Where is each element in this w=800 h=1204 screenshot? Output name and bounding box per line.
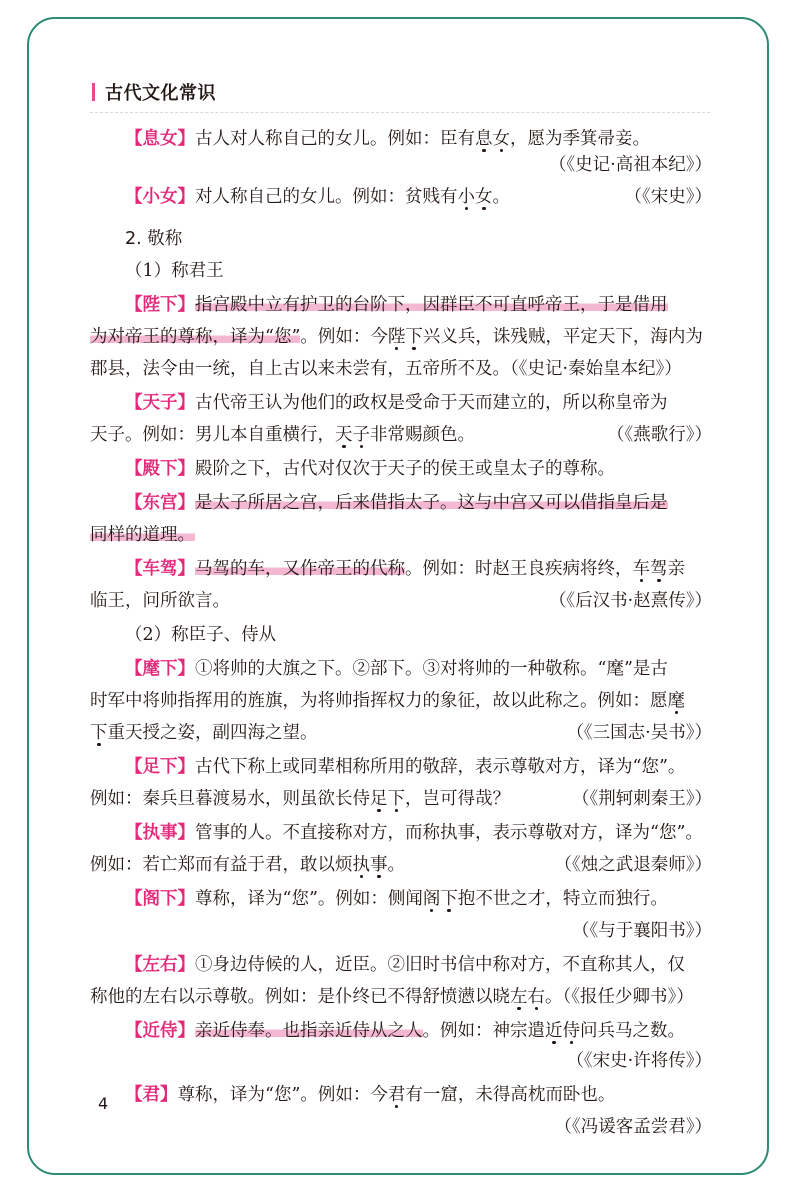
- emphasis-char: 驾: [650, 559, 668, 579]
- term-label: 【小女】: [125, 187, 195, 207]
- entry-zuxia: [90, 754, 712, 780]
- emphasis-char: 下: [405, 327, 423, 347]
- entry-text: 兴义兵，诛残贼，平定天下，海内为: [422, 327, 703, 347]
- entry-text: 。（《报任少卿书》）: [545, 987, 694, 1007]
- entry-text: 。例如：今: [300, 327, 388, 347]
- entry-donggong: [90, 490, 712, 516]
- entry-text: ①将帅的大旗之下。②部下。③对将帅的一种敬称。“麾”是古: [195, 659, 668, 679]
- entry-text: 古代下称上或同辈相称所用的敬辞，表示尊敬对方，译为“您”。: [195, 757, 686, 777]
- emphasis-char: 陛: [387, 327, 406, 347]
- entry-line: [90, 588, 712, 614]
- term-label: 【车驾】: [125, 559, 195, 579]
- entry-huixia: [90, 656, 712, 682]
- term-label: 【君】: [125, 1085, 178, 1105]
- emphasis-char: 息: [475, 129, 493, 149]
- entry-text: 。例如：时赵王良疾病将终，: [405, 559, 633, 579]
- emphasis-char: 天: [335, 425, 353, 445]
- emphasis-char: 下: [387, 789, 405, 809]
- header-accent-bar: [92, 83, 95, 101]
- highlighted-text: 亲近侍奉。也指亲近侍从之人: [195, 1021, 423, 1041]
- entry-zhishi: [90, 820, 712, 846]
- entry-text: 例如：若亡郑而有益于君，敢以烦: [90, 855, 353, 875]
- emphasis-char: 足: [370, 789, 388, 809]
- subsection-subheading: （1）称君王: [125, 261, 224, 281]
- entry-text: 有一窟，未得高枕而卧也。: [405, 1085, 616, 1105]
- section-title: 古代文化常识: [105, 83, 216, 104]
- source-citation: （《燕歌行》）: [607, 425, 712, 445]
- source-citation: （《后汉书·赵熹传》）: [548, 591, 712, 611]
- highlighted-text: 为对帝王的尊称，译为“您”: [90, 327, 301, 347]
- highlighted-text: 马驾的车，又作帝王的代称: [195, 559, 405, 579]
- emphasis-char: 车: [632, 559, 650, 579]
- entry-text: ，愿为季箕帚妾。: [510, 129, 650, 149]
- entry-text: 对人称自己的女儿。例如：贫贱有: [195, 187, 458, 207]
- emphasis-char: 近: [545, 1021, 563, 1041]
- emphasis-char: 阁: [422, 889, 441, 909]
- emphasis-char: 下: [440, 889, 458, 909]
- entry-gexia: [90, 886, 712, 912]
- term-label: 【近侍】: [125, 1021, 195, 1041]
- emphasis-char: 女: [475, 187, 493, 207]
- source-citation: （《宋史·许将传》）: [566, 1051, 712, 1071]
- entry-text: 尊称，译为“您”。例如：侧闻: [195, 889, 423, 909]
- entry-text: 称他的左右以示尊敬。例如：是仆终已不得舒愤懑以晓: [90, 987, 510, 1007]
- entry-bixia: [90, 292, 712, 318]
- source-citation: （《宋史》）: [624, 187, 712, 207]
- page-number: 4: [98, 1094, 109, 1113]
- entry-text: ，岂可得哉？: [405, 789, 510, 809]
- emphasis-char: 小: [457, 187, 475, 207]
- entry-text: ①身边侍候的人，近臣。②旧时书信中称对方，不直称其人，仅: [195, 955, 685, 975]
- section-header: [92, 80, 216, 104]
- term-label: 【陛下】: [125, 295, 195, 315]
- subsection-heading: 2. 敬称: [125, 229, 183, 249]
- entry-line: [90, 422, 712, 448]
- entry-text: 非常赐颜色。: [370, 425, 475, 445]
- emphasis-char: 侍: [562, 1021, 580, 1041]
- entry-text: 天子。例如：男儿本自重横行，: [90, 425, 335, 445]
- entry-line: 郡县，法令由一统，自上古以来未尝有，五帝所不及。（《史记·秦始皇本纪》）: [90, 359, 682, 379]
- term-label: 【左右】: [125, 955, 195, 975]
- highlighted-text: 。这与中宫又可以借指皇后是: [440, 493, 668, 513]
- source-citation: （《三国志·吴书》）: [566, 723, 712, 743]
- highlighted-text: 是太子所居之宫，后来借指太子: [195, 493, 440, 513]
- source-citation: （《烛之武退秦师》）: [554, 855, 712, 875]
- term-label: 【息女】: [125, 129, 195, 149]
- entry-line: [90, 720, 712, 746]
- entry-line: [90, 522, 712, 548]
- entry-text: 古代帝王认为他们的政权是受命于天而建立的，所以称皇帝为: [195, 393, 668, 413]
- highlighted-text: 同样的道理。: [90, 525, 195, 545]
- emphasis-char: 子: [352, 425, 370, 445]
- entry-text: 。: [492, 187, 510, 207]
- source-citation: （《荆轲刺秦王》）: [572, 789, 712, 809]
- entry-tianzi: [90, 390, 712, 416]
- emphasis-char: 下: [90, 723, 108, 743]
- source-citation: （《冯谖客孟尝君》）: [554, 1117, 712, 1137]
- term-label: 【足下】: [125, 757, 195, 777]
- emphasis-char: 执: [352, 855, 370, 875]
- term-label: 【殿下】: [125, 459, 195, 479]
- entry-text: 古人对人称自己的女儿。例如：臣有: [195, 129, 475, 149]
- entry-text: 管事的人。不直接称对方，而称执事，表示尊敬对方，译为“您”。: [195, 823, 703, 843]
- emphasis-char: 君: [387, 1085, 406, 1105]
- subsection-subheading: （2）称臣子、侍从: [125, 625, 277, 645]
- entry-zuoyou: [90, 952, 712, 978]
- entry-line: [90, 688, 712, 714]
- entry-text: 临王，问所欲言。: [90, 591, 230, 611]
- entry-line: [90, 852, 712, 878]
- entry-xiaonv: [90, 184, 712, 210]
- entry-jinshi: [90, 1018, 712, 1044]
- entry-text: 亲: [667, 559, 685, 579]
- source-citation: （《与于襄阳书》）: [572, 921, 712, 941]
- entry-text: 抱不世之才，特立而独行。: [457, 889, 668, 909]
- term-label: 【执事】: [125, 823, 195, 843]
- term-label: 【东宫】: [125, 493, 195, 513]
- highlighted-text: 指宫殿中立有护卫的台阶下，因群臣不可直呼帝王，于是借用: [195, 295, 668, 315]
- entry-jun: [90, 1082, 712, 1108]
- entry-text: 殿阶之下，古代对仅次于天子的侯王或皇太子的尊称。: [195, 459, 615, 479]
- emphasis-char: 左: [510, 987, 528, 1007]
- entry-line: [90, 984, 712, 1010]
- header-divider: [90, 112, 710, 113]
- entry-text: 尊称，译为“您”。例如：今: [177, 1085, 388, 1105]
- entry-text: 问兵马之数。: [580, 1021, 685, 1041]
- entry-text: 重天授之姿，副四海之望。: [107, 723, 318, 743]
- emphasis-char: 事: [370, 855, 388, 875]
- page-content: [90, 126, 712, 1140]
- entry-text: 例如：秦兵旦暮渡易水，则虽欲长侍: [90, 789, 370, 809]
- entry-text: 。例如：神宗遣: [422, 1021, 545, 1041]
- source-citation: （《史记·高祖本纪》）: [548, 155, 712, 175]
- emphasis-char: 女: [492, 129, 510, 149]
- entry-dianxia: [90, 456, 712, 482]
- emphasis-char: 右: [527, 987, 545, 1007]
- emphasis-char: 麾: [667, 691, 685, 711]
- term-label: 【麾下】: [125, 659, 195, 679]
- entry-line: [90, 324, 712, 350]
- entry-text: 。: [387, 855, 405, 875]
- entry-text: 时军中将帅指挥用的旌旗，为将帅指挥权力的象征，故以此称之。例如：愿: [90, 691, 668, 711]
- term-label: 【阁下】: [125, 889, 195, 909]
- entry-chejia: [90, 556, 712, 582]
- entry-line: [90, 786, 712, 812]
- entry-xinv: [90, 126, 712, 152]
- term-label: 【天子】: [125, 393, 195, 413]
